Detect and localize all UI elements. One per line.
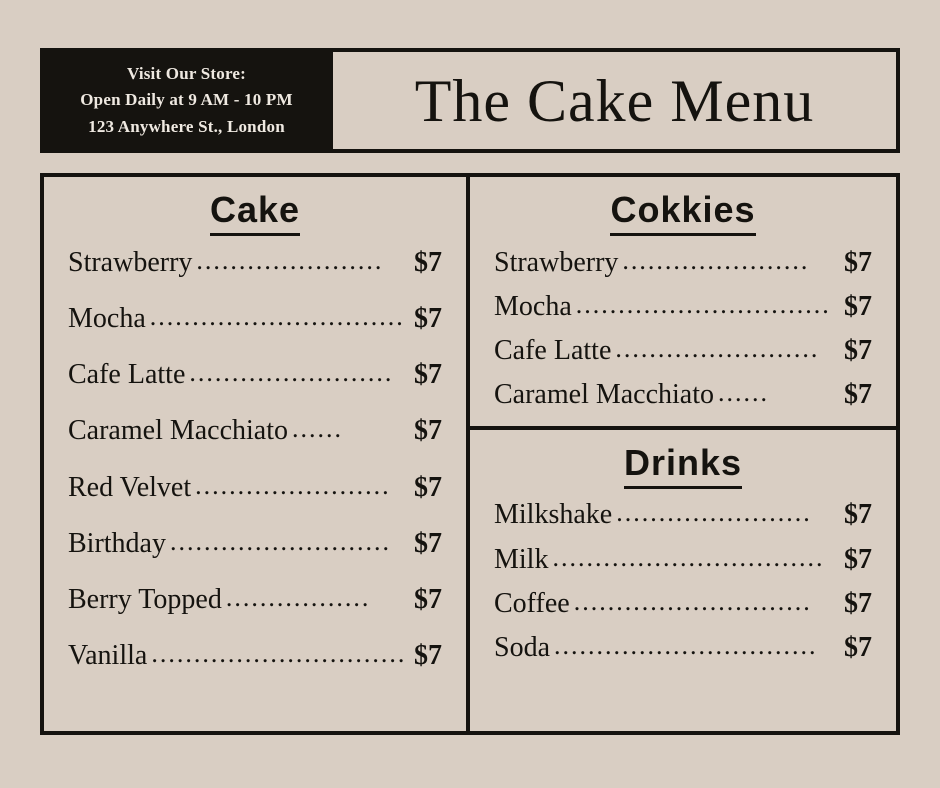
list-item: [68, 640, 442, 672]
leader-dots: ................................: [552, 542, 825, 572]
menu-section-cake: [44, 177, 470, 731]
item-name: Strawberry: [494, 246, 619, 278]
item-name: Birthday: [68, 527, 166, 559]
menu-right-column: [470, 177, 896, 731]
list-item: [68, 415, 442, 447]
list-item: [494, 379, 872, 411]
menu-item-list-drinks: [494, 499, 872, 664]
list-item: [68, 584, 442, 616]
leader-dots: .................: [225, 582, 371, 612]
menu-item-list-cokkies: [494, 247, 872, 412]
leader-dots: ......: [292, 414, 344, 444]
leader-dots: ..........................: [170, 526, 391, 556]
leader-dots: ........................: [189, 358, 394, 388]
item-name: Milkshake: [494, 499, 613, 531]
item-name: Strawberry: [68, 246, 193, 278]
store-info-block: [40, 48, 333, 153]
section-title-cake: [68, 191, 442, 229]
item-price: $7: [414, 246, 442, 278]
menu-section-drinks: [470, 430, 896, 731]
item-price: $7: [414, 583, 442, 615]
item-price: $7: [844, 290, 872, 322]
item-price: $7: [844, 335, 872, 367]
list-item: [68, 247, 442, 279]
store-info-line-3: 123 Anywhere St., London: [88, 116, 285, 136]
list-item: [494, 291, 872, 323]
list-item: [494, 588, 872, 620]
list-item: [494, 632, 872, 664]
list-item: [68, 472, 442, 504]
item-price: $7: [414, 302, 442, 334]
leader-dots: ..............................: [149, 301, 405, 331]
item-name: Cafe Latte: [68, 359, 186, 391]
item-price: $7: [414, 527, 442, 559]
item-price: $7: [844, 631, 872, 663]
item-name: Soda: [494, 631, 550, 663]
leader-dots: .......................: [616, 498, 812, 528]
item-name: Berry Topped: [68, 583, 222, 615]
section-title-drinks-text: Drinks: [624, 442, 742, 489]
section-title-cokkies: [494, 191, 872, 229]
section-title-cake-text: Cake: [210, 189, 300, 236]
menu-panels: [40, 173, 900, 735]
leader-dots: ..............................: [151, 639, 407, 669]
item-price: $7: [844, 543, 872, 575]
list-item: [494, 335, 872, 367]
menu-header: [40, 48, 900, 153]
list-item: [494, 544, 872, 576]
item-price: $7: [414, 471, 442, 503]
page-title: The Cake Menu: [414, 67, 815, 134]
item-name: Mocha: [494, 290, 572, 322]
list-item: [68, 359, 442, 391]
leader-dots: ......................: [196, 245, 384, 275]
leader-dots: ......: [718, 378, 770, 408]
section-title-drinks: [494, 441, 872, 483]
leader-dots: ............................: [573, 586, 812, 616]
menu-poster: [40, 48, 900, 736]
menu-item-list-cake: [68, 247, 442, 673]
item-price: $7: [414, 415, 442, 447]
item-name: Caramel Macchiato: [68, 415, 289, 447]
item-name: Vanilla: [68, 640, 148, 672]
leader-dots: ..............................: [575, 289, 831, 319]
item-name: Cafe Latte: [494, 335, 612, 367]
store-info-line-2: Open Daily at 9 AM - 10 PM: [80, 90, 293, 110]
title-box: [333, 48, 900, 153]
menu-section-cokkies: [470, 177, 896, 430]
leader-dots: ...............................: [554, 630, 818, 660]
item-price: $7: [844, 246, 872, 278]
list-item: [494, 499, 872, 531]
item-price: $7: [844, 587, 872, 619]
item-price: $7: [414, 640, 442, 672]
item-name: Red Velvet: [68, 471, 192, 503]
leader-dots: .......................: [195, 470, 391, 500]
store-info-line-1: Visit Our Store:: [126, 63, 247, 83]
item-name: Caramel Macchiato: [494, 379, 715, 411]
item-price: $7: [844, 379, 872, 411]
section-title-cokkies-text: Cokkies: [610, 189, 755, 236]
list-item: [68, 528, 442, 560]
item-name: Milk: [494, 543, 549, 575]
item-name: Mocha: [68, 302, 146, 334]
list-item: [68, 303, 442, 335]
leader-dots: ......................: [622, 245, 810, 275]
item-price: $7: [414, 359, 442, 391]
item-price: $7: [844, 499, 872, 531]
list-item: [494, 247, 872, 279]
item-name: Coffee: [494, 587, 570, 619]
leader-dots: ........................: [615, 334, 820, 364]
